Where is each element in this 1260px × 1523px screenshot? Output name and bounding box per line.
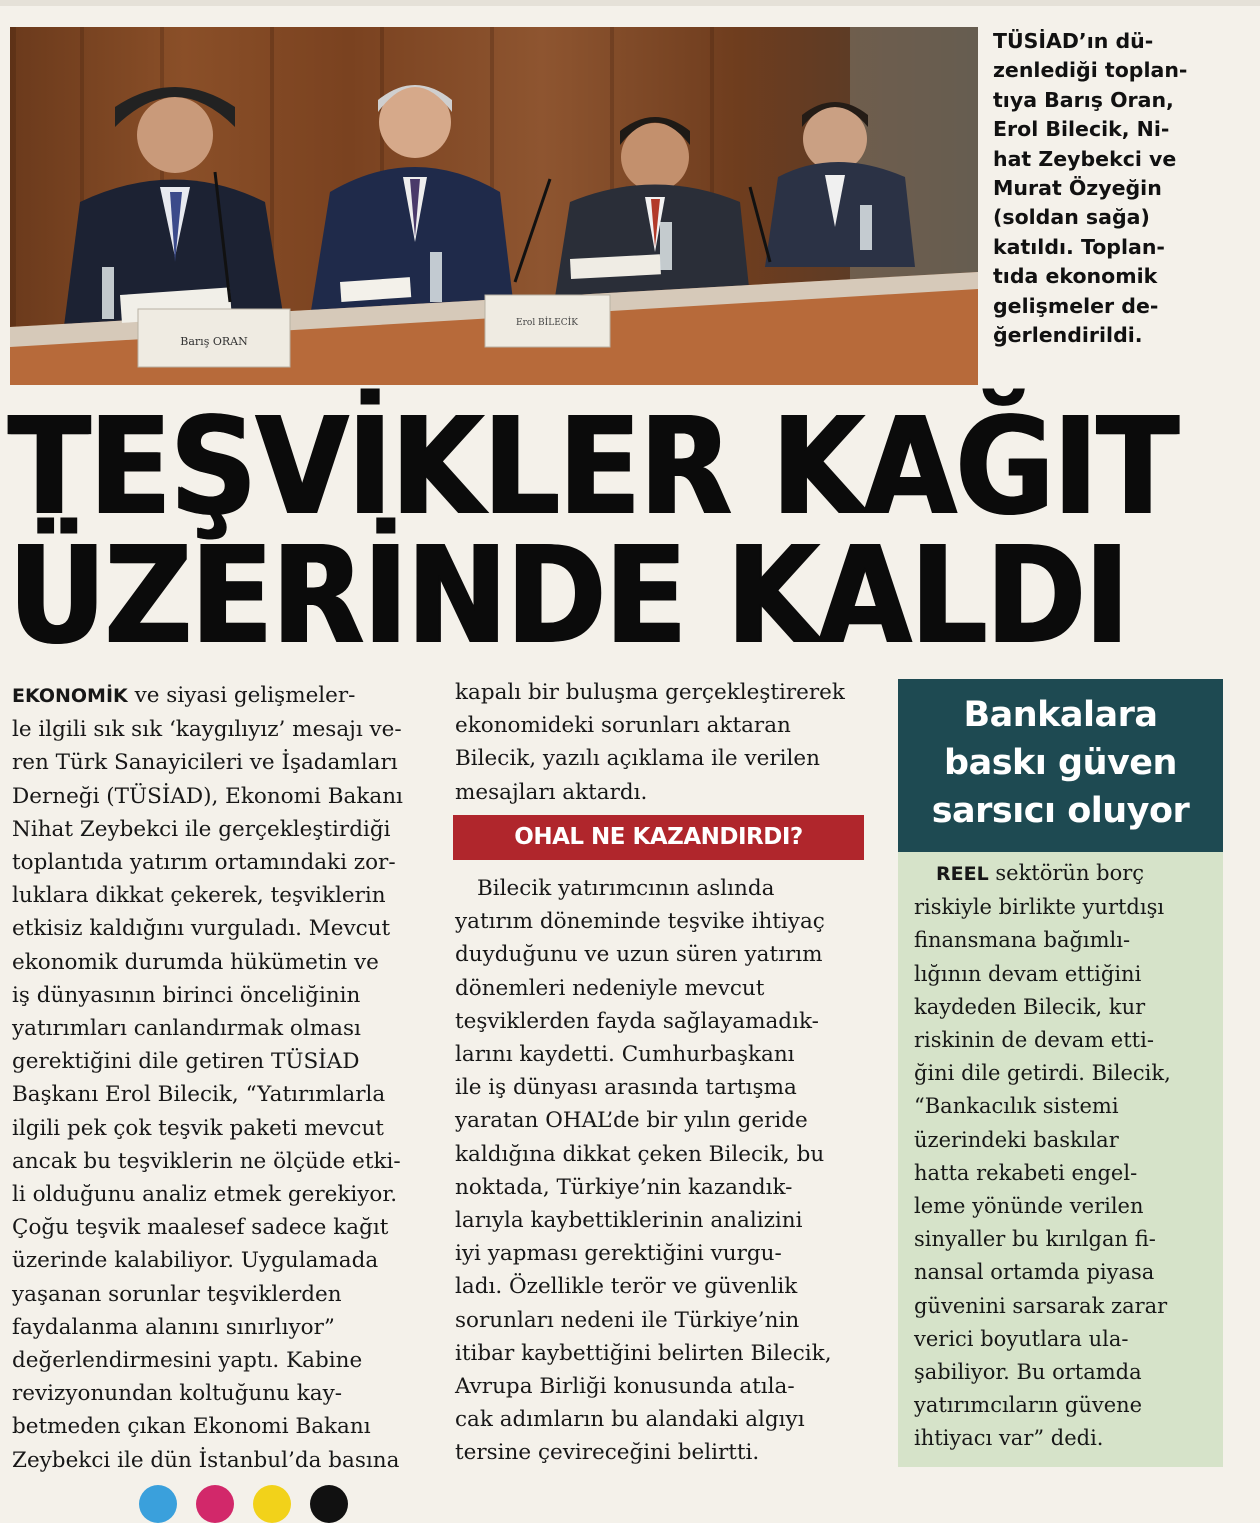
sidebar-first-line: REEL sektörün borç: [936, 861, 1145, 885]
article-column-2-top: [455, 676, 875, 809]
caption-line: tıda ekonomik: [993, 264, 1158, 289]
text-line: yaratan OHAL’de bir yılın geride: [455, 1108, 808, 1134]
caption-line: tıya Barış Oran,: [993, 87, 1174, 112]
headline-line-1: TEŞVİKLER KAĞIT: [8, 389, 1178, 546]
text-line: le ilgili sık sık ‘kaygılıyız’ mesajı ve-: [12, 717, 402, 743]
registration-dot-black: [310, 1485, 348, 1523]
text-line: Zeybekci ile dün İstanbul’da basına: [12, 1447, 400, 1473]
caption-line: zenlediği toplan-: [993, 58, 1188, 83]
text-line: itibar kaybettiğini belirten Bilecik,: [455, 1340, 832, 1366]
text-line: iş dünyasının birinci önceliğinin: [12, 982, 361, 1008]
sidebar-text: [914, 857, 1219, 1456]
sidebar-title-line: baskı güven: [944, 743, 1177, 783]
text-line: larıyla kaybettiklerinin analizini: [455, 1208, 803, 1234]
text-line: sinyaller bu kırılgan fi-: [914, 1227, 1156, 1252]
text-line: betmeden çıkan Ekonomi Bakanı: [12, 1414, 371, 1440]
article-column-2-body: [455, 872, 875, 1470]
meeting-photo: [10, 27, 978, 385]
text-line: etkisiz kaldığını vurguladı. Mevcut: [12, 916, 391, 942]
text-line: Avrupa Birliği konusunda atıla-: [455, 1374, 795, 1400]
text-line: leme yönünde verilen: [914, 1194, 1144, 1219]
text-line: Bilecik yatırımcının aslında: [477, 876, 775, 901]
text-line: Bilecik, yazılı açıklama ile verilen: [455, 746, 820, 772]
caption-line: hat Zeybekci ve: [993, 146, 1177, 171]
text-line: larını kaydetti. Cumhurbaşkanı: [455, 1042, 795, 1068]
text-line: kaydeden Bilecik, kur: [914, 994, 1146, 1019]
nameplate-center: [485, 295, 610, 347]
text-line: duyduğunu ve uzun süren yatırım: [455, 942, 823, 968]
sidebar-header: [898, 679, 1223, 852]
text-line: luklara dikkat çekerek, teşviklerin: [12, 883, 386, 909]
text-line: riskinin de devam etti-: [914, 1028, 1154, 1053]
photo-caption: [993, 27, 1253, 350]
text-line: yatırımcıların güvene: [914, 1393, 1143, 1418]
text-line: ladı. Özellikle terör ve güvenlik: [455, 1274, 798, 1300]
text-line: faydalanma alanını sınırlıyor”: [12, 1314, 335, 1340]
column-1-first-line: EKONOMİK ve siyasi gelişmeler-: [12, 683, 356, 708]
text-line: ancak bu teşviklerin ne ölçüde etki-: [12, 1148, 401, 1174]
headline-line-2: ÜZERİNDE KALDI: [8, 518, 1128, 675]
text-line: ilgili pek çok teşvik paketi mevcut: [12, 1115, 384, 1141]
text-line: teşviklerden fayda sağlayamadık-: [455, 1008, 819, 1034]
sidebar-title-line: sarsıcı oluyor: [931, 791, 1190, 831]
text-line: ekonomik durumda hükümetin ve: [12, 949, 379, 975]
text-line: revizyonundan koltuğunu kay-: [12, 1381, 342, 1407]
page-top-rule: [0, 0, 1260, 6]
text-line: iyi yapması gerektiğini vurgu-: [455, 1241, 782, 1267]
text-line: mesajları aktardı.: [455, 779, 648, 805]
text-line: li olduğunu analiz etmek gerekiyor.: [12, 1182, 398, 1208]
text-line: yatırımları canlandırmak olması: [12, 1016, 361, 1042]
text-line: finansmana bağımlı-: [914, 928, 1131, 953]
caption-line: TÜSİAD’ın dü-: [993, 29, 1154, 53]
text-line: cak adımların bu alandaki algıyı: [455, 1407, 805, 1433]
text-line: sorunları nedeni ile Türkiye’nin: [455, 1307, 800, 1333]
text-line: kapalı bir buluşma gerçekleştirerek: [455, 680, 845, 705]
text-line: güvenini sarsarak zarar: [914, 1293, 1168, 1318]
nameplate-center-text: Erol BİLECİK: [516, 318, 578, 328]
text-line: hatta rekabeti engel-: [914, 1160, 1138, 1185]
caption-line: Erol Bilecik, Ni-: [993, 117, 1170, 142]
registration-dot-magenta: [196, 1485, 234, 1523]
text-line: toplantıda yatırım ortamındaki zor-: [12, 850, 396, 876]
lead-word: EKONOMİK: [12, 685, 128, 707]
caption-line: gelişmeler de-: [993, 293, 1159, 318]
nameplate-left-text: Barış ORAN: [180, 335, 248, 348]
text-line: Nihat Zeybekci ile gerçekleştirdiği: [12, 816, 391, 842]
caption-line: katıldı. Toplan-: [993, 234, 1165, 259]
meeting-photo-illustration: [10, 27, 978, 385]
sidebar-title-line: Bankalara: [963, 695, 1158, 735]
text-line: değerlendirmesini yaptı. Kabine: [12, 1348, 363, 1374]
text-line: riskiyle birlikte yurtdışı: [914, 895, 1165, 920]
text-line: üzerinde kalabiliyor. Uygulamada: [12, 1248, 379, 1274]
text-line: Başkanı Erol Bilecik, “Yatırımlarla: [12, 1082, 386, 1108]
text-line: noktada, Türkiye’nin kazandık-: [455, 1174, 793, 1200]
text-line: ren Türk Sanayicileri ve İşadamları: [12, 750, 398, 776]
caption-line: Murat Özyeğin: [993, 176, 1162, 201]
text-line: ekonomideki sorunları aktaran: [455, 713, 791, 739]
text-line: lığının devam ettiğini: [914, 961, 1142, 986]
text-line: ihtiyacı var” dedi.: [914, 1426, 1104, 1451]
text-line: Çoğu teşvik maalesef sadece kağıt: [12, 1215, 389, 1241]
nameplate-left: [138, 309, 290, 367]
text-line: dönemleri nedeniyle mevcut: [455, 975, 765, 1001]
text-line: şabiliyor. Bu ortamda: [914, 1360, 1142, 1385]
text-line: yatırım döneminde teşvike ihtiyaç: [455, 909, 825, 935]
text-line: kaldığına dikkat çeken Bilecik, bu: [455, 1141, 825, 1167]
text-line: yaşanan sorunlar teşviklerden: [12, 1281, 342, 1307]
registration-dot-cyan: [139, 1485, 177, 1523]
text-line: tersine çevireceğini belirtti.: [455, 1440, 760, 1466]
text-line: verici boyutlara ula-: [914, 1326, 1129, 1351]
article-column-1: [12, 679, 432, 1477]
section-subhead: OHAL NE KAZANDIRDI?: [453, 815, 864, 860]
sidebar-lead-word: REEL: [936, 863, 989, 885]
text-line: ğini dile getirdi. Bilecik,: [914, 1061, 1171, 1086]
text-line: üzerindeki baskılar: [914, 1127, 1119, 1152]
text-line: nansal ortamda piyasa: [914, 1260, 1155, 1285]
caption-line: ğerlendirildi.: [993, 323, 1143, 348]
registration-dot-yellow: [253, 1485, 291, 1523]
text-line: ile iş dünyası arasında tartışma: [455, 1075, 797, 1101]
caption-line: (soldan sağa): [993, 205, 1150, 230]
text-line: “Bankacılık sistemi: [914, 1094, 1119, 1119]
text-line: gerektiğini dile getiren TÜSİAD: [12, 1049, 360, 1075]
text-line: Derneği (TÜSİAD), Ekonomi Bakanı: [12, 783, 403, 809]
